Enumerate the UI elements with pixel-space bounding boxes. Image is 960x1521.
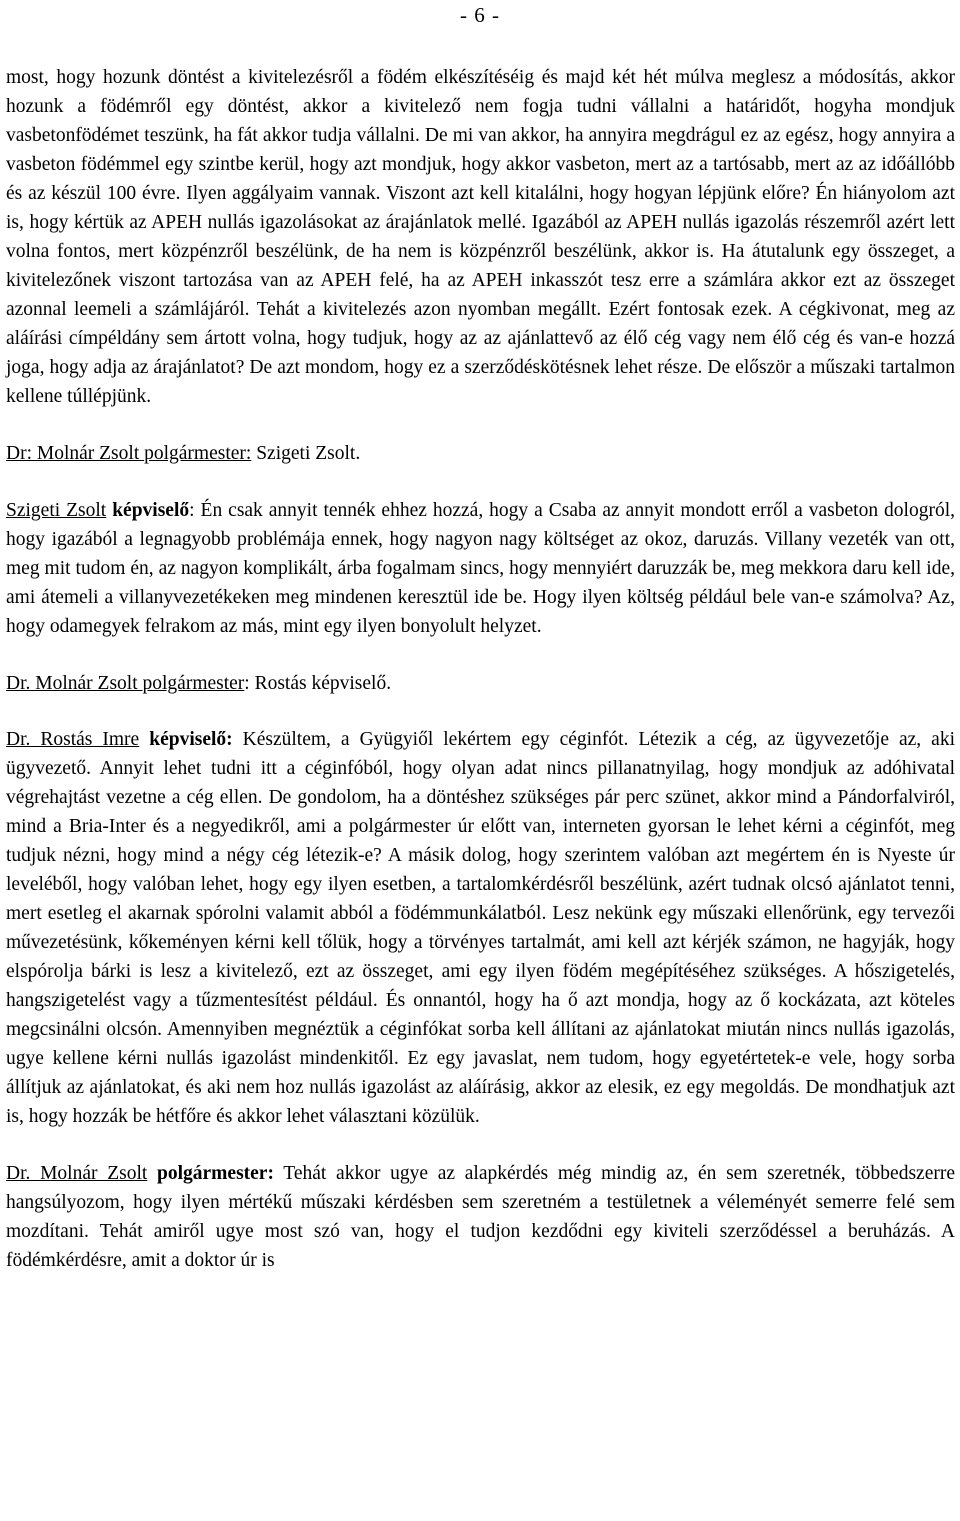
speech-text: Készültem, a Gyügyiől lekértem egy céginfót. Létezik a cég, az ügyvezetője az, aki ügyvezető. Annyit lehet tudni itt a céginfóból, hogy olyan adat nincs pillanatnyilag, hogy mondjuk az adóhivatal végrehajtást vezetne a cég ellen. De gondolom, ha a döntéshez szükséges pár perc szünet, akkor mind a Pándorfalviról, mind a Bria-Inter és a negyedikről, ami a polgármester úr előtt van, interneten gyorsan le lehet kérni a céginfót, meg tudjuk nézni, hogy mind a négy cég létezik-e? A másik dolog, hogy szerintem valóban azt megértem én is Nyeste úr leveléből, hogy valóban lehet, hogy egy ilyen esetben, a tartalomkérdésről beszélünk, azért tudnak olcsó ajánlatot tenni, mert esetleg el akarnak spórolni valamit abból a födémmunkálatból. Lesz nekünk egy műszaki ellenőrünk, egy tervezői művezetésünk, kőkeményen kérni kell tőlük, hogy a törvényes tartalmát, ami kell azt kérjék számon, ne hagyják, hogy elspórolja bárki is lesz a kivitelező, ezt az összeget, ami egy ilyen födém megépítéséhez szükséges. A hőszigetelés, hangszigetelést vagy a tűzmentesítést például. És onnantól, hogy ha ő azt mondja, hogy az ő kockázata, azt köteles megcsinálni olcsón. Amennyiben megnéztük a céginfókat sorba kell állítani az ajánlatokat miután nincs nullás igazolás, ugye kellene kérni nullás igazolást mindenkitől. Ez egy javaslat, nem tudom, hogy egyetértetek-e vele, hogy sorba állítjuk az ajánlatokat, és aki nem hoz nullás igazolást az aláírásig, akkor az elesik, ez egy megoldás. De mondhatjuk azt is, hogy hozzák be hétfőre és akkor lehet választani közülük. — [6, 729, 955, 1127]
speaker-entry-rostas — [6, 725, 955, 1131]
speaker-role: polgármester: — [144, 443, 252, 464]
speaker-name: Dr: Molnár Zsolt — [6, 443, 145, 464]
speaker-role: polgármester — [142, 673, 245, 694]
speaker-entry-molnar-1 — [6, 439, 955, 468]
speaker-role: képviselő — [112, 500, 190, 521]
page-number: - 6 - — [460, 3, 500, 27]
speaker-gap — [139, 729, 149, 750]
speaker-role: képviselő: — [149, 729, 233, 750]
paragraph-continuation — [6, 63, 955, 411]
speaker-name: Dr. Molnár Zsolt — [6, 673, 143, 694]
speech-text: Szigeti Zsolt. — [251, 443, 361, 464]
paragraph-text: most, hogy hozunk döntést a kivitelezésről a födém elkészítéséig és majd két hét múlva meglesz a módosítás, akkor hozunk a födémről egy döntést, akkor a kivitelező nem fogja tudni vállalni a határidőt, hogyha mondjuk vasbetonfödémet teszünk, ha fát akkor tudja vállalni. De mi van akkor, ha annyira megdrágul ez az egész, hogy annyira a vasbeton födémmel egy szintbe kerül, hogy azt mondjuk, hogy akkor vasbeton, mert az a tartósabb, mert az az időállóbb és az készül 100 évre. Ilyen aggályaim vannak. Viszont azt kell kitalálni, hogy hogyan lépjünk előre? Én hiányolom azt is, hogy kértük az APEH nullás igazolásokat az árajánlatok mellé. Igazából az APEH nullás igazolás részemről azért lett volna fontos, mert közpénzről beszélünk, de ha nem is közpénzről beszélünk, akkor is. Ha átutalunk egy összeget, a kivitelezőnek viszont tartozása van az APEH felé, ha az APEH inkasszót tesz erre a számlára akkor ezt az összeget azonnal leemeli a számlájáról. Tehát a kivitelezés azon nyomban megállt. Ezért fontosak ezek. A cégkivonat, meg az aláírási címpéldány sem ártott volna, hogy tudjuk, hogy az az ajánlattevő az élő cég vagy nem élő cég és van-e hozzá joga, hogy adja az árajánlatot? De azt mondom, hogy ez a szerződéskötésnek lehet része. De először a műszaki tartalmon kellene túllépjünk. — [6, 67, 955, 407]
speaker-name: Dr. Molnár Zsolt — [6, 1163, 148, 1184]
speaker-name: Dr. Rostás Imre — [6, 729, 140, 750]
document-body — [6, 63, 955, 1275]
speech-text: Tehát akkor ugye az alapkérdés még mindig az, én sem szeretnék, többedszerre hangsúlyozom, hogy ilyen mértékű műszaki kérdésben sem szeretném a testületnek a véleményét semerre felé sem mozdítani. Tehát amiről ugye most szó van, hogy el tudjon kezdődni egy kiviteli szerződéssel a beruházás. A födémkérdésre, amit a doktor úr is — [6, 1163, 955, 1271]
speaker-name: Szigeti Zsolt — [6, 500, 107, 521]
speaker-entry-molnar-3 — [6, 1159, 955, 1275]
speech-text: : Rostás képviselő. — [244, 673, 392, 694]
speaker-gap — [147, 1163, 157, 1184]
speaker-role: polgármester: — [157, 1163, 274, 1184]
speaker-entry-szigeti — [6, 496, 955, 641]
speech-text: : Én csak annyit tennék ehhez hozzá, hogy a Csaba az annyit mondott erről a vasbeton dologról, hogy igazából a legnagyobb problémája ennek, hogy nagyon nagy költséget az okoz, daruzás. Villany vezeték van ott, meg mit tudom én, az nagyon komplikált, árba fogalmam sincs, hogy mennyiért daruzzák be, meg mekkora daru kell ide, ami átemeli a villanyvezetékeken meg mindenen keresztül ide be. Hogy ilyen költség például bele van-e számolva? Az, hogy odamegyek felrakom az más, mint egy ilyen bonyolult helyzet. — [6, 500, 956, 637]
speaker-entry-molnar-2 — [6, 669, 955, 698]
